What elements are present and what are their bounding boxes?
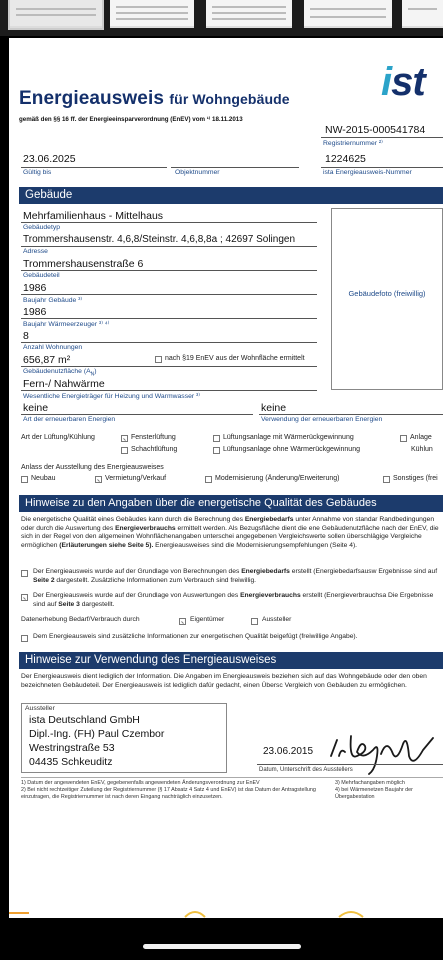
area-value: 656,87 m²: [23, 354, 71, 366]
ventilation-window-label: Fensterlüftung: [131, 434, 176, 441]
page-thumbnail-strip: [0, 0, 443, 36]
occasion-new-checkbox[interactable]: [21, 476, 28, 483]
footnote-2: 2) Bei nicht rechtzeitiger Zuteilung der Registriernummer (§ 17 Absatz 4 Satz 4 und EnEV) ist das Datum der Antragstellung einzutragen, die Registriernummer ist nach deren Eingang nachträglich einzusetzen.: [21, 787, 316, 800]
footnote-1: 1) Datum der angewendeten EnEV, gegebenenfalls angewendeten Änderungsverordnung zur EnEV: [21, 780, 260, 786]
page-thumbnail-5[interactable]: [402, 0, 443, 28]
renewable-value: keine: [23, 402, 49, 414]
document-page: [9, 38, 443, 918]
occasion-modernisation-checkbox[interactable]: [205, 476, 212, 483]
footnote-4: 4) bei Wärmenetzen Baujahr der Übergabestation: [335, 787, 413, 800]
ventilation-plant-label: Anlage: [410, 434, 432, 441]
data-collection-label: Datenerhebung Bedarf/Verbrauch durch: [21, 616, 140, 623]
area-from-living-space-label: nach §19 EnEV aus der Wohnfläche ermittelt: [165, 355, 305, 362]
cooling-label: Kühlun: [411, 446, 433, 453]
occasion-new-label: Neubau: [31, 475, 56, 482]
ventilation-window-checkbox[interactable]: [121, 435, 128, 442]
data-by-owner-label: Eigentümer: [190, 616, 225, 623]
valid-until-label: Gültig bis: [23, 169, 52, 176]
page-thumbnail-1[interactable]: [10, 0, 102, 28]
energy-source-value: Fern-/ Nahwärme: [23, 378, 105, 390]
page-thumbnail-3[interactable]: [206, 0, 292, 28]
year-heater-label: Baujahr Wärmeerzeuger ³⁾ ⁴⁾: [23, 321, 110, 328]
demand-based-text: Der Energieausweis wurde auf der Grundlage von Berechnungen des Energiebedarfs erstellt (Energiebedarfsausw Ergebnisse sind auf Seite 2 dargestellt. Zusätzliche Informationen zum Verbrauch sind freiwillig.: [33, 568, 438, 584]
next-page-peek: [9, 905, 443, 918]
building-type-label: Gebäudetyp: [23, 224, 61, 231]
document-title: Energieausweis für Wohngebäude: [19, 88, 290, 109]
issuer-line-4: 04435 Schkeuditz: [29, 756, 113, 768]
building-type-value: Mehrfamilienhaus - Mittelhaus: [23, 210, 164, 222]
occasion-other-label: Sonstiges (frei: [393, 475, 438, 482]
valid-until-value: 23.06.2025: [23, 153, 76, 165]
occasion-rent-sale-label: Vermietung/Verkauf: [105, 475, 167, 482]
occasion-label: Anlass der Ausstellung des Energieausweises: [21, 464, 164, 471]
building-part-value: Trommershausenstraße 6: [23, 258, 144, 270]
renewable-use-label: Verwendung der erneuerbaren Energien: [261, 416, 383, 423]
ventilation-label: Art der Lüftung/Kühlung: [21, 434, 95, 441]
section-building-header: Gebäude: [19, 187, 443, 204]
data-by-owner-checkbox[interactable]: [179, 618, 186, 625]
occasion-modernisation-label: Modernisierung (Änderung/Erweiterung): [215, 475, 340, 482]
renewable-use-value: keine: [261, 402, 287, 414]
ventilation-shaft-label: Schachtlüftung: [131, 446, 178, 453]
page-thumbnail-2[interactable]: [110, 0, 194, 28]
renewable-label: Art der erneuerbaren Energien: [23, 416, 116, 423]
consumption-based-text: Der Energieausweis wurde auf der Grundlage von Auswertungen des Energieverbrauchs erstellt (Energieverbrauchsa Die Ergebnisse sind auf Seite 3 dargestellt.: [33, 592, 434, 608]
occasion-other-checkbox[interactable]: [383, 476, 390, 483]
data-by-issuer-label: Aussteller: [262, 616, 292, 623]
issuer-line-1: ista Deutschland GmbH: [29, 714, 140, 726]
section-quality-header: Hinweise zu den Angaben über die energetische Qualität des Gebäudes: [19, 495, 443, 512]
footnote-3: 3) Mehrfachangaben möglich: [335, 780, 405, 786]
consumption-based-checkbox[interactable]: [21, 594, 28, 601]
registration-number-label: Registriernummer ²⁾: [323, 140, 383, 147]
area-from-living-space-checkbox[interactable]: [155, 356, 162, 363]
demand-based-checkbox[interactable]: [21, 570, 28, 577]
signature-date: 23.06.2015: [263, 746, 314, 757]
area-label: Gebäudenutzfläche $(A_N)$: [23, 368, 97, 378]
apartments-label: Anzahl Wohnungen: [23, 344, 83, 351]
occasion-rent-sale-checkbox[interactable]: [95, 476, 102, 483]
home-indicator[interactable]: [143, 944, 301, 949]
address-label: Adresse: [23, 248, 48, 255]
usage-text: Der Energieausweis dient lediglich der Information. Die Angaben im Energieausweis beziehen sich auf das Wohngebäude oder den oben bezeichneten Gebäudeteil. Der Energieausweis ist lediglich dafür gedacht, einen Übersc Vergleich von Gebäuden zu ermöglichen.: [21, 673, 427, 689]
year-heater-value: 1986: [23, 306, 47, 318]
quality-intro-text: Die energetische Qualität eines Gebäudes kann durch die Berechnung des Energiebedarfs unter Annahme von standar Randbedingungen oder durch die Auswertung des Energieverbrauchs ermittelt werden. Als Bezugsfläche dient die ene Gebäudenutzfläche nach der EnEV, die sich in der Regel von den allgemeinen Wohnflächenangaben unterschei angegebenen Vergleichswerte sollen überschlägige Vergleiche ermöglichen (Erläuterungen siehe Seite 5). Energieausweises sind die Modernisierungsempfehlungen (Seite 4).: [21, 516, 439, 549]
issuer-label: Aussteller: [25, 705, 55, 712]
address-value: Trommershausenstr. 4,6,8/Steinstr. 4,6,8,8a ; 42697 Solingen: [23, 234, 296, 245]
object-number-label: Objektnummer: [175, 169, 220, 176]
ista-logo: ist: [381, 60, 425, 104]
signature-date-label: Datum, Unterschrift des Ausstellers: [259, 767, 353, 773]
ventilation-recovery-checkbox[interactable]: [213, 435, 220, 442]
issuer-line-2: Dipl.-Ing. (FH) Paul Czembor: [29, 728, 165, 740]
additional-info-text: Dem Energieausweis sind zusätzliche Informationen zur energetischen Qualität beigefügt (freiwillige Angabe).: [33, 633, 358, 640]
year-built-label: Baujahr Gebäude ³⁾: [23, 297, 83, 304]
section-usage-header: Hinweise zur Verwendung des Energieausweises: [19, 652, 443, 669]
additional-info-checkbox[interactable]: [21, 635, 28, 642]
apartments-value: 8: [23, 330, 29, 342]
page-thumbnail-4[interactable]: [304, 0, 392, 28]
ventilation-plant-checkbox[interactable]: [400, 435, 407, 442]
bottom-bar: [0, 918, 443, 960]
ista-number-label: ista Energieausweis-Nummer: [323, 169, 412, 176]
issuer-line-3: Westringstraße 53: [29, 742, 115, 754]
data-by-issuer-checkbox[interactable]: [251, 618, 258, 625]
building-part-label: Gebäudeteil: [23, 272, 60, 279]
ventilation-no-recovery-checkbox[interactable]: [213, 447, 220, 454]
year-built-value: 1986: [23, 282, 47, 294]
ventilation-shaft-checkbox[interactable]: [121, 447, 128, 454]
building-photo-placeholder: Gebäudefoto (freiwillig): [331, 208, 443, 390]
ista-number-value: 1224625: [325, 153, 366, 165]
ventilation-no-recovery-label: Lüftungsanlage ohne Wärmerückgewinnung: [223, 446, 360, 453]
document-subtitle: gemäß den §§ 16 ff. der Energieeinsparverordnung (EnEV) vom ¹⁾ 18.11.2013: [19, 116, 243, 123]
energy-source-label: Wesentliche Energieträger für Heizung und Warmwasser ³⁾: [23, 393, 200, 400]
ventilation-recovery-label: Lüftungsanlage mit Wärmerückgewinnung: [223, 434, 354, 441]
registration-number: NW-2015-000541784: [325, 124, 426, 136]
